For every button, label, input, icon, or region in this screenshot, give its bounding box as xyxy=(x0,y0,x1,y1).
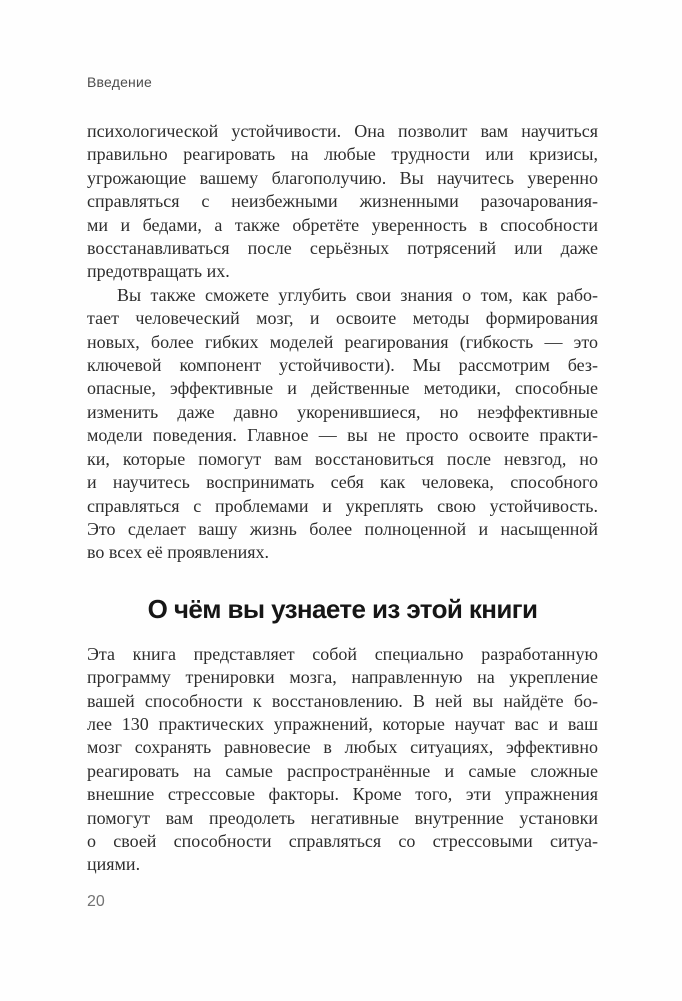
text-line: модели поведения. Главное — вы не просто освоите практи- xyxy=(87,425,598,446)
text-line: справляться с неизбежными жизненными разочарования- xyxy=(87,191,598,212)
text-line: ки, которые помогут вам восстановиться после невзгод, но xyxy=(87,448,598,469)
page-content xyxy=(87,120,598,877)
text-line: внешние стрессовые факторы. Кроме того, эти упражнения xyxy=(87,784,598,805)
text-line: изменить даже давно укоренившиеся, но неэффективные xyxy=(87,401,598,422)
text-line: во всех её проявлениях. xyxy=(87,542,270,563)
text-line: тает человеческий мозг, и освоите методы формирования xyxy=(87,308,598,329)
text-line: Это сделает вашу жизнь более полноценной и насыщенной xyxy=(87,518,598,539)
text-line: программу тренировки мозга, направленную на укрепление xyxy=(87,667,598,688)
text-line: предотвращать их. xyxy=(87,261,230,282)
text-line: восстанавливаться после серьёзных потрясений или даже xyxy=(87,238,598,259)
paragraph xyxy=(87,643,598,877)
paragraph xyxy=(87,284,598,565)
text-line: опасные, эффективные и действенные методики, способные xyxy=(87,378,598,399)
text-line: правильно реагировать на любые трудности или кризисы, xyxy=(87,144,598,165)
text-line: ключевой компонент устойчивости). Мы рассмотрим без- xyxy=(87,355,598,376)
text-line: циями. xyxy=(87,854,141,875)
text-line: и научитесь воспринимать себя как человека, способного xyxy=(87,472,598,493)
text-line: новых, более гибких моделей реагирования (гибкость — это xyxy=(87,331,598,352)
text-line: справляться с проблемами и укреплять свою устойчивость. xyxy=(87,495,598,516)
text-line: Вы также сможете углубить свои знания о том, как рабо- xyxy=(117,284,598,305)
text-line: ми и бедами, а также обретёте уверенность в способности xyxy=(87,214,598,235)
section-heading: О чём вы узнаете из этой книги xyxy=(147,593,538,624)
running-header: Введение xyxy=(87,74,152,90)
text-line: угрожающие вашему благополучию. Вы научитесь уверенно xyxy=(87,167,598,188)
page-number: 20 xyxy=(87,893,105,910)
text-line: помогут вам преодолеть негативные внутренние установки xyxy=(87,807,598,828)
text-line: реагировать на самые распространённые и самые сложные xyxy=(87,760,598,781)
text-line: мозг сохранять равновесие в любых ситуациях, эффективно xyxy=(87,737,598,758)
text-line: о своей способности справляться со стрессовыми ситуа- xyxy=(87,830,598,851)
text-line: Эта книга представляет собой специально разработанную xyxy=(87,643,598,664)
text-line: психологической устойчивости. Она позволит вам научиться xyxy=(87,121,598,141)
text-line: вашей способности к восстановлению. В ней вы найдёте бо- xyxy=(87,690,598,711)
paragraph xyxy=(87,120,598,284)
text-line: лее 130 практических упражнений, которые научат вас и ваш xyxy=(87,713,598,734)
